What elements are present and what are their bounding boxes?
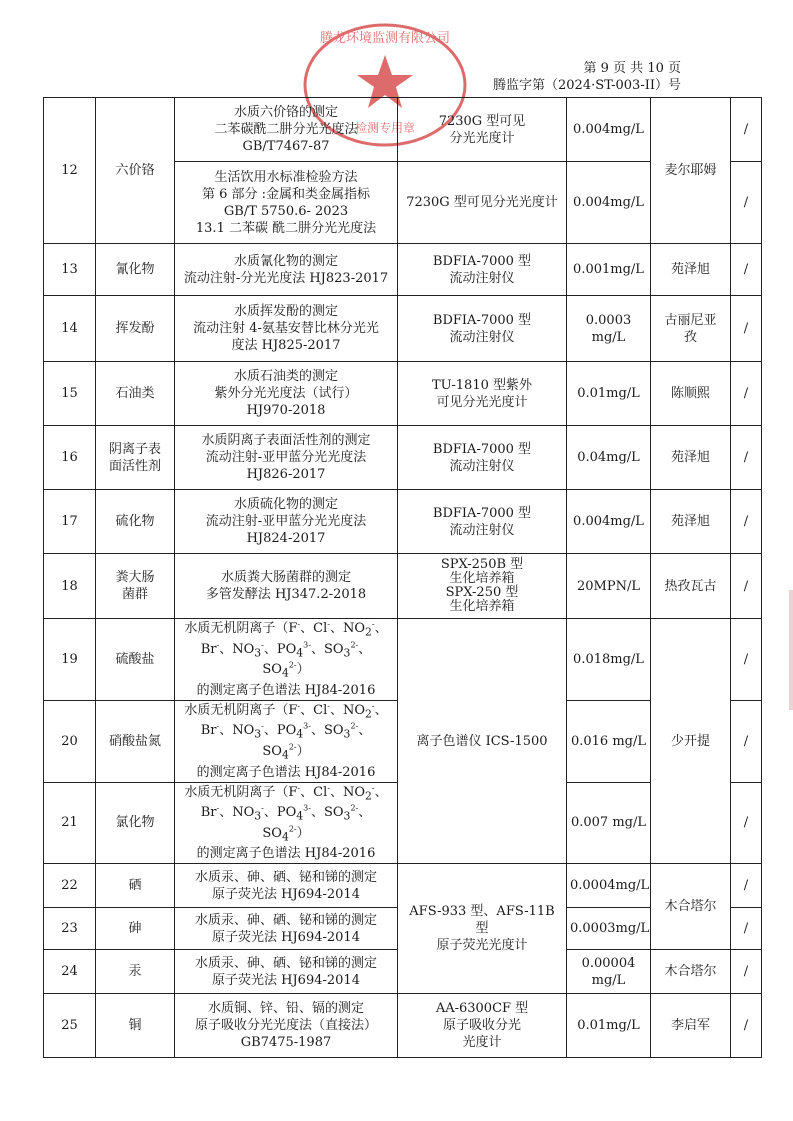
detection-limit: 0.00004 mg/L	[567, 950, 651, 994]
remark: /	[731, 700, 762, 782]
test-item: 粪大肠 菌群	[96, 554, 175, 619]
row-number: 22	[44, 864, 96, 908]
method-cell: 水质粪大肠菌群的测定 多管发酵法 HJ347.2-2018	[175, 554, 398, 619]
test-methods-table	[43, 97, 762, 1058]
edge-stamp-fragment	[789, 590, 793, 710]
detection-limit: 0.0003mg/L	[567, 908, 651, 950]
detection-limit: 0.004mg/L	[567, 98, 651, 162]
remark: /	[731, 490, 762, 554]
remark: /	[731, 244, 762, 296]
row-number: 20	[44, 700, 96, 782]
analyst: 木合塔尔	[651, 950, 731, 994]
test-item: 硝酸盐氮	[96, 700, 175, 782]
instrument-cell: BDFIA-7000 型 流动注射仪	[398, 296, 567, 362]
method-cell: 水质铜、锌、铅、镉的测定 原子吸收分光光度法（直接法） GB7475-1987	[175, 994, 398, 1058]
test-item: 阴离子表 面活性剂	[96, 426, 175, 490]
method-cell: 水质六价铬的测定 二苯碳酰二肼分光光度法 GB/T7467-87	[175, 98, 398, 162]
instrument-cell: 7230G 型可见 分光光度计	[398, 98, 567, 162]
page-header	[493, 60, 681, 94]
test-item: 硒	[96, 864, 175, 908]
instrument-cell: BDFIA-7000 型 流动注射仪	[398, 426, 567, 490]
remark: /	[731, 98, 762, 162]
remark: /	[731, 994, 762, 1058]
detection-limit: 0.004mg/L	[567, 490, 651, 554]
detection-limit: 0.001mg/L	[567, 244, 651, 296]
row-number: 16	[44, 426, 96, 490]
method-cell: 生活饮用水标准检验方法 第 6 部分 :金属和类金属指标 GB/T 5750.6- 2023 13.1 二苯碳 酰二肼分光光度法	[175, 162, 398, 244]
instrument-cell: AA-6300CF 型 原子吸收分光 光度计	[398, 994, 567, 1058]
row-number: 24	[44, 950, 96, 994]
test-item: 挥发酚	[96, 296, 175, 362]
remark: /	[731, 426, 762, 490]
method-cell: 水质汞、砷、硒、铋和锑的测定 原子荧光法 HJ694-2014	[175, 950, 398, 994]
test-item: 氰化物	[96, 244, 175, 296]
row-number: 14	[44, 296, 96, 362]
row-number: 23	[44, 908, 96, 950]
table-row	[44, 296, 762, 362]
remark: /	[731, 908, 762, 950]
row-number: 12	[44, 98, 96, 244]
remark: /	[731, 362, 762, 426]
detection-limit: 0.0004mg/L	[567, 864, 651, 908]
seal-text: 腾龙环境监测有限公司	[319, 31, 451, 46]
test-item: 汞	[96, 950, 175, 994]
detection-limit: 0.01mg/L	[567, 362, 651, 426]
table-row	[44, 619, 762, 701]
row-number: 21	[44, 782, 96, 864]
remark: /	[731, 162, 762, 244]
method-cell: 水质硫化物的测定 流动注射-亚甲蓝分光光度法 HJ824-2017	[175, 490, 398, 554]
detection-limit: 0.004mg/L	[567, 162, 651, 244]
detection-limit: 0.04mg/L	[567, 426, 651, 490]
instrument-cell: 离子色谱仪 ICS-1500	[398, 619, 567, 864]
row-number: 17	[44, 490, 96, 554]
test-item: 氯化物	[96, 782, 175, 864]
row-number: 15	[44, 362, 96, 426]
analyst: 李启军	[651, 994, 731, 1058]
detection-limit: 20MPN/L	[567, 554, 651, 619]
instrument-cell: AFS-933 型、AFS-11B 型 原子荧光光度计	[398, 864, 567, 994]
table-row	[44, 994, 762, 1058]
test-item: 硫化物	[96, 490, 175, 554]
method-cell: 水质阴离子表面活性剂的测定 流动注射-亚甲蓝分光光度法 HJ826-2017	[175, 426, 398, 490]
method-cell: 水质无机阴离子（F-、Cl-、$NO_2^-$、 Br-、$NO_3^-$、$PO_4^{3-}$、$SO_3^{2-}$、$SO_4^{2-}$） 的测定离子色谱法 HJ84-2016	[175, 619, 398, 701]
page-number: 第 9 页 共 10 页	[583, 61, 681, 76]
instrument-cell: TU-1810 型紫外 可见分光光度计	[398, 362, 567, 426]
detection-limit: 0.0003 mg/L	[567, 296, 651, 362]
remark: /	[731, 619, 762, 701]
analyst: 少开提	[651, 619, 731, 864]
test-item: 砷	[96, 908, 175, 950]
remark: /	[731, 554, 762, 619]
analyst: 苑泽旭	[651, 426, 731, 490]
method-cell: 水质无机阴离子（F-、Cl-、$NO_2^-$、 Br-、$NO_3^-$、$PO_4^{3-}$、$SO_3^{2-}$、$SO_4^{2-}$） 的测定离子色谱法 HJ84-2016	[175, 782, 398, 864]
analyst: 陈顺熙	[651, 362, 731, 426]
row-number: 13	[44, 244, 96, 296]
test-item: 石油类	[96, 362, 175, 426]
analyst: 苑泽旭	[651, 244, 731, 296]
analyst: 热孜瓦古	[651, 554, 731, 619]
table-row	[44, 426, 762, 490]
method-cell: 水质汞、砷、硒、铋和锑的测定 原子荧光法 HJ694-2014	[175, 908, 398, 950]
report-code: 腾监字第（2024·ST-003-II）号	[493, 78, 681, 93]
row-number: 19	[44, 619, 96, 701]
instrument-cell: 7230G 型可见分光光度计	[398, 162, 567, 244]
instrument-cell: SPX-250B 型 生化培养箱 SPX-250 型 生化培养箱	[398, 554, 567, 619]
detection-limit: 0.016 mg/L	[567, 700, 651, 782]
analyst: 麦尔耶姆	[651, 98, 731, 244]
test-item: 六价铬	[96, 98, 175, 244]
remark: /	[731, 864, 762, 908]
test-item: 铜	[96, 994, 175, 1058]
table-row	[44, 362, 762, 426]
method-cell: 水质挥发酚的测定 流动注射 4-氨基安替比林分光光 度法 HJ825-2017	[175, 296, 398, 362]
detection-limit: 0.01mg/L	[567, 994, 651, 1058]
row-number: 18	[44, 554, 96, 619]
detection-limit: 0.018mg/L	[567, 619, 651, 701]
remark: /	[731, 296, 762, 362]
instrument-cell: BDFIA-7000 型 流动注射仪	[398, 490, 567, 554]
table-row	[44, 244, 762, 296]
table-row	[44, 98, 762, 162]
table-row	[44, 554, 762, 619]
remark: /	[731, 950, 762, 994]
method-cell: 水质汞、砷、硒、铋和锑的测定 原子荧光法 HJ694-2014	[175, 864, 398, 908]
row-number: 25	[44, 994, 96, 1058]
test-item: 硫酸盐	[96, 619, 175, 701]
seal-subtext: 检测专用章	[354, 121, 416, 135]
table-row	[44, 490, 762, 554]
analyst: 木合塔尔	[651, 864, 731, 950]
analyst: 古丽尼亚 孜	[651, 296, 731, 362]
remark: /	[731, 782, 762, 864]
method-cell: 水质氰化物的测定 流动注射-分光光度法 HJ823-2017	[175, 244, 398, 296]
detection-limit: 0.007 mg/L	[567, 782, 651, 864]
method-cell: 水质石油类的测定 紫外分光光度法（试行） HJ970-2018	[175, 362, 398, 426]
instrument-cell: BDFIA-7000 型 流动注射仪	[398, 244, 567, 296]
table-row	[44, 864, 762, 908]
method-cell: 水质无机阴离子（F-、Cl-、$NO_2^-$、 Br-、$NO_3^-$、$PO_4^{3-}$、$SO_3^{2-}$、$SO_4^{2-}$） 的测定离子色谱法 HJ84-2016	[175, 700, 398, 782]
analyst: 苑泽旭	[651, 490, 731, 554]
